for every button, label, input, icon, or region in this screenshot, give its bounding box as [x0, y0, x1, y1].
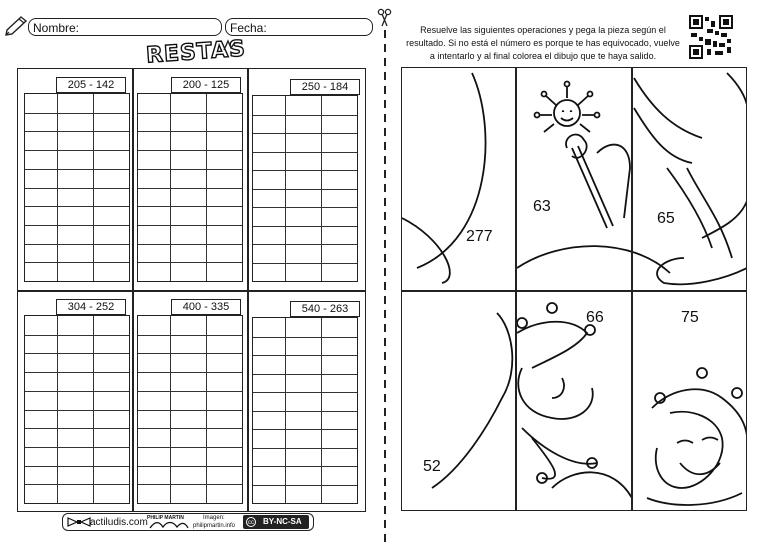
- cut-line-dash: [384, 352, 386, 360]
- table-row-line: [253, 392, 357, 393]
- answer-table[interactable]: [24, 315, 130, 504]
- puzzle-number: 277: [466, 228, 493, 245]
- cut-line-dash: [384, 492, 386, 500]
- name-label: Nombre:: [33, 21, 80, 35]
- table-row-line: [25, 206, 129, 207]
- table-row-line: [253, 226, 357, 227]
- table-row-line: [25, 131, 129, 132]
- answer-table[interactable]: [252, 317, 358, 504]
- answer-table[interactable]: [137, 315, 243, 504]
- table-row-line: [25, 466, 129, 467]
- table-row-line: [253, 466, 357, 467]
- table-column-line: [206, 316, 207, 503]
- table-row-line: [25, 225, 129, 226]
- cut-line-dash: [384, 296, 386, 304]
- table-row-line: [25, 391, 129, 392]
- table-row-line: [253, 263, 357, 264]
- tie-icon: [67, 516, 91, 528]
- table-row-line: [138, 131, 242, 132]
- table-row-line: [25, 262, 129, 263]
- table-column-line: [170, 316, 171, 503]
- table-row-line: [138, 262, 242, 263]
- table-row-line: [253, 485, 357, 486]
- table-row-line: [138, 206, 242, 207]
- cc-icon: cc: [246, 517, 256, 527]
- clipart-icon: [149, 519, 189, 530]
- cut-line-dash: [384, 170, 386, 178]
- exercise-5: [133, 291, 247, 511]
- footer-credits: [62, 513, 314, 531]
- table-row-line: [138, 169, 242, 170]
- table-row-line: [138, 466, 242, 467]
- table-row-line: [253, 337, 357, 338]
- qr-code[interactable]: [689, 15, 733, 59]
- image-credit-label: Imagen:: [203, 515, 225, 521]
- table-row-line: [25, 353, 129, 354]
- cut-line-dash: [384, 114, 386, 122]
- exercise-grid: [17, 68, 366, 512]
- exercise-2: [133, 69, 247, 290]
- table-row-line: [253, 189, 357, 190]
- answer-table[interactable]: [252, 95, 358, 282]
- table-row-line: [253, 244, 357, 245]
- table-row-line: [253, 374, 357, 375]
- table-row-line: [138, 428, 242, 429]
- puzzle-number: 65: [657, 210, 675, 227]
- table-row-line: [25, 335, 129, 336]
- exercise-3: [248, 69, 364, 290]
- table-row-line: [138, 484, 242, 485]
- cut-line-dash: [384, 86, 386, 94]
- cut-line-dash: [384, 282, 386, 290]
- cut-line-dash: [384, 128, 386, 136]
- table-row-line: [25, 113, 129, 114]
- operation-label: 205 - 142: [56, 77, 126, 93]
- cut-line-dash: [384, 478, 386, 486]
- table-row-line: [138, 391, 242, 392]
- operation-label: 250 - 184: [290, 79, 360, 95]
- table-column-line: [321, 96, 322, 281]
- table-row-line: [25, 372, 129, 373]
- date-field[interactable]: [225, 18, 373, 36]
- name-field[interactable]: [28, 18, 222, 36]
- license-badge[interactable]: [243, 515, 309, 529]
- site-name[interactable]: actiludis.com: [90, 517, 148, 528]
- table-row-line: [253, 170, 357, 171]
- table-row-line: [253, 115, 357, 116]
- exercise-6: [248, 291, 364, 511]
- table-row-line: [25, 169, 129, 170]
- cut-line-dash: [384, 254, 386, 262]
- cut-line-dash: [384, 422, 386, 430]
- cut-line-dash: [384, 534, 386, 542]
- puzzle-number: 63: [533, 198, 551, 215]
- cut-line-dash: [384, 226, 386, 234]
- puzzle-panel: [401, 67, 747, 511]
- license-text: BY-NC-SA: [263, 517, 302, 526]
- table-column-line: [285, 318, 286, 503]
- puzzle-number: 52: [423, 458, 441, 475]
- cut-line-dash: [384, 58, 386, 66]
- table-row-line: [138, 410, 242, 411]
- table-row-line: [253, 133, 357, 134]
- cut-line-dash: [384, 142, 386, 150]
- answer-table[interactable]: [24, 93, 130, 282]
- operation-label: 540 - 263: [290, 301, 360, 317]
- brand-logo: PHILIP MARTIN: [147, 515, 184, 521]
- exercise-4: [18, 291, 132, 511]
- cut-line-dash: [384, 240, 386, 248]
- cut-line-dash: [384, 394, 386, 402]
- answer-table[interactable]: [137, 93, 243, 282]
- table-row-line: [138, 447, 242, 448]
- cut-line-dash: [384, 100, 386, 108]
- table-row-line: [138, 188, 242, 189]
- table-row-line: [253, 152, 357, 153]
- table-row-line: [253, 207, 357, 208]
- cut-line-dash: [384, 324, 386, 332]
- table-column-line: [206, 94, 207, 281]
- table-row-line: [253, 429, 357, 430]
- cut-line-dash: [384, 212, 386, 220]
- puzzle-number: 75: [681, 309, 699, 326]
- cut-line-dash: [384, 268, 386, 276]
- table-row-line: [25, 484, 129, 485]
- table-column-line: [57, 94, 58, 281]
- cut-line-dash: [384, 450, 386, 458]
- table-row-line: [138, 225, 242, 226]
- table-row-line: [253, 411, 357, 412]
- date-label: Fecha:: [230, 21, 267, 35]
- exercise-1: [18, 69, 132, 290]
- cut-line-dash: [384, 436, 386, 444]
- cut-line-dash: [384, 184, 386, 192]
- table-column-line: [285, 96, 286, 281]
- operation-label: 400 - 335: [171, 299, 241, 315]
- page-title: RESTAS: [145, 36, 247, 69]
- table-row-line: [138, 150, 242, 151]
- operation-label: 304 - 252: [56, 299, 126, 315]
- table-column-line: [170, 94, 171, 281]
- cut-line-dash: [384, 44, 386, 52]
- table-column-line: [93, 94, 94, 281]
- table-row-line: [253, 448, 357, 449]
- table-row-line: [138, 113, 242, 114]
- image-credit-url[interactable]: philipmartin.info: [193, 523, 236, 529]
- puzzle-number: 66: [586, 309, 604, 326]
- table-row-line: [138, 244, 242, 245]
- table-row-line: [25, 410, 129, 411]
- cut-line-dash: [384, 520, 386, 528]
- cut-line-dash: [384, 464, 386, 472]
- table-column-line: [57, 316, 58, 503]
- table-row-line: [25, 150, 129, 151]
- cut-line-dash: [384, 310, 386, 318]
- table-row-line: [25, 428, 129, 429]
- table-row-line: [138, 353, 242, 354]
- operation-label: 200 - 125: [171, 77, 241, 93]
- cut-line-dash: [384, 198, 386, 206]
- cut-line-dash: [384, 72, 386, 80]
- cut-line-dash: [384, 408, 386, 416]
- table-column-line: [321, 318, 322, 503]
- table-row-line: [253, 355, 357, 356]
- table-row-line: [138, 335, 242, 336]
- cut-line-dash: [384, 338, 386, 346]
- table-row-line: [138, 372, 242, 373]
- cut-line-dash: [384, 30, 386, 38]
- title-decoration-icon: [222, 38, 238, 54]
- table-row-line: [25, 188, 129, 189]
- cut-line-dash: [384, 506, 386, 514]
- cut-line-dash: [384, 156, 386, 164]
- cut-line-dash: [384, 366, 386, 374]
- table-row-line: [25, 244, 129, 245]
- instructions-text: Resuelve las siguientes operaciones y pega la pieza según el resultado. Si no está el número es porque te has equivocado, vuelve a intentarlo y al final colorea el dibujo que te haya salido.: [406, 25, 680, 61]
- cut-line-dash: [384, 380, 386, 388]
- table-row-line: [25, 447, 129, 448]
- table-column-line: [93, 316, 94, 503]
- scissors-icon: [377, 8, 393, 28]
